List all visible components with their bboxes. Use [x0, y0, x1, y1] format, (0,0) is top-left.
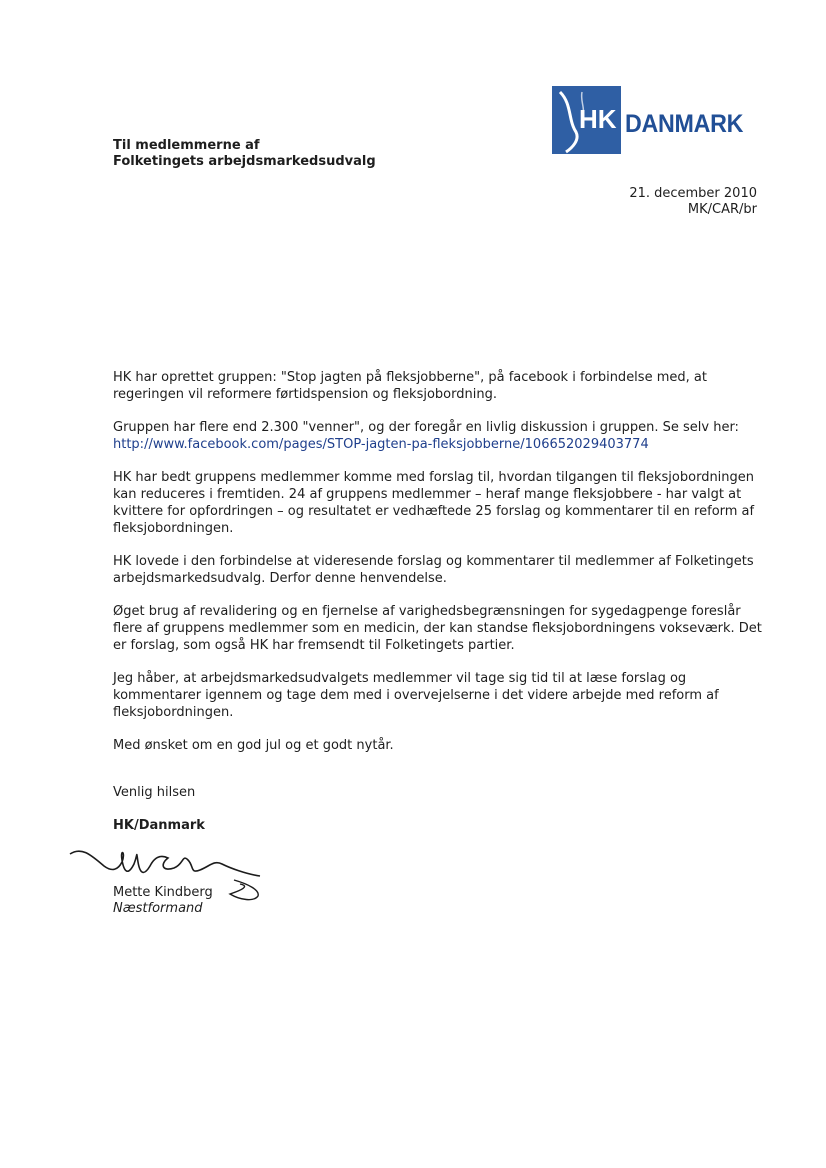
facebook-group-link[interactable]: http://www.facebook.com/pages/STOP-jagten-pa-fleksjobberne/106652029403774: [113, 437, 649, 452]
paragraph-3: HK har bedt gruppens medlemmer komme med forslag til, hvordan tilgangen til fleksjobordningen kan reduceres i fremtiden. 24 af gruppens medlemmer – heraf mange fleksjobbere - har valgt at kvittere for opfordringen – og resultatet er vedhæftede 25 forslag og kommentarer til en reform af fleksjobordningen.: [113, 470, 755, 536]
signer-block: [113, 885, 213, 917]
recipient-line-2: Folketingets arbejdsmarkedsudvalg: [113, 154, 376, 169]
hk-logo-mark: [552, 86, 621, 154]
svg-text:HK: HK: [579, 104, 617, 134]
paragraph-2-text: Gruppen har flere end 2.300 "venner", og der foregår en livlig diskussion i gruppen. Se selv her:: [113, 420, 739, 435]
letter-reference: MK/CAR/br: [687, 202, 757, 217]
paragraph-4: HK lovede i den forbindelse at videresende forslag og kommentarer til medlemmer af Folketingets arbejdsmarkedsudvalg. Derfor denne henvendelse.: [113, 554, 754, 586]
logo-wordmark: DANMARK: [625, 110, 744, 138]
letter-date: 21. december 2010: [629, 186, 757, 201]
hk-logo-mark-graphic: [552, 86, 621, 154]
recipient-line-1: Til medlemmerne af: [113, 138, 260, 153]
letter-body: [113, 369, 763, 770]
signer-title: Næstformand: [113, 901, 203, 916]
closing-greeting: Venlig hilsen: [113, 785, 196, 800]
paragraph-5: Øget brug af revalidering og en fjernelse af varighedsbegrænsningen for sygedagpenge foreslår flere af gruppens medlemmer som en medicin, der kan standse fleksjobordningens vokseværk. Det er forslag, som også HK har fremsendt til Folketingets partier.: [113, 604, 762, 653]
sender-organization: HK/Danmark: [113, 818, 205, 833]
signer-name: Mette Kindberg: [113, 885, 213, 900]
paragraph-2: [113, 419, 763, 453]
recipient-block: [113, 138, 376, 170]
paragraph-1: HK har oprettet gruppen: "Stop jagten på fleksjobberne", på facebook i forbindelse med, at regeringen vil reformere førtidspension og fleksjobordning.: [113, 370, 707, 402]
paragraph-7: Med ønsket om en god jul og et godt nytår.: [113, 738, 394, 753]
paragraph-6: Jeg håber, at arbejdsmarkedsudvalgets medlemmer vil tage sig tid til at læse forslag og kommentarer igennem og tage dem med i overvejelserne i det videre arbejde med reform af fleksjobordningen.: [113, 671, 719, 720]
date-reference-block: [629, 186, 757, 218]
hk-danmark-logo: [552, 86, 757, 154]
